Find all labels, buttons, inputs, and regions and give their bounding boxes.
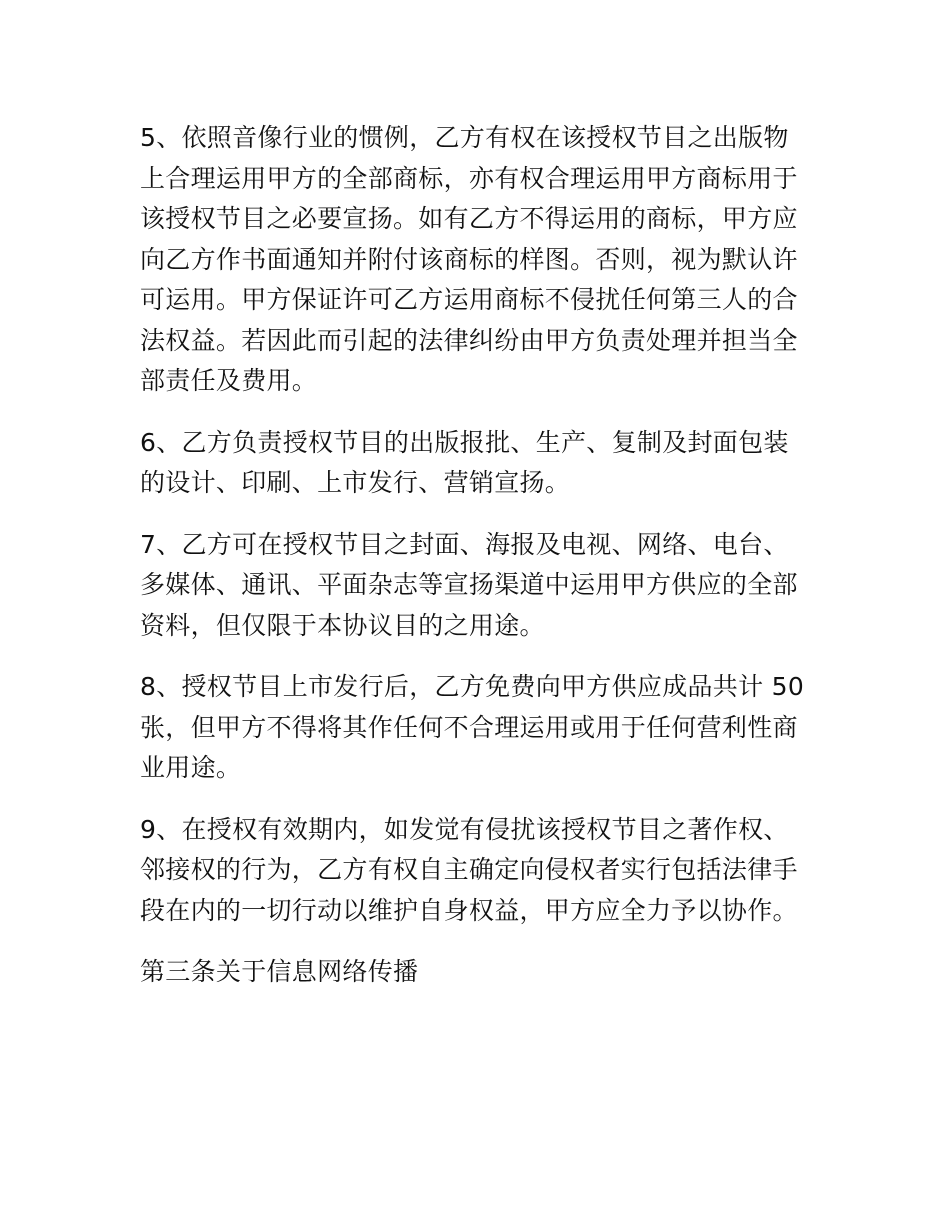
document-body xyxy=(140,118,812,1014)
clause-9-paragraph: 9、在授权有效期内，如发觉有侵扰该授权节目之著作权、邻接权的行为，乙方有权自主确定向侵权者实行包括法律手段在内的一切行动以维护自身权益，甲方应全力予以协作。 xyxy=(140,814,798,925)
clause-8-paragraph: 8、授权节目上市发行后，乙方免费向甲方供应成品共计 50 张，但甲方不得将其作任何不合理运用或用于任何营利性商业用途。 xyxy=(140,672,805,782)
clause-5-paragraph: 5、依照音像行业的惯例，乙方有权在该授权节目之出版物上合理运用甲方的全部商标，亦有权合理运用甲方商标用于该授权节目之必要宣扬。如有乙方不得运用的商标，甲方应向乙方作书面通知并附付该商标的样图。否则，视为默认许可运用。甲方保证许可乙方运用商标不侵扰任何第三人的合法权益。若因此而引起的法律纠纷由甲方负责处理并担当全部责任及费用。 xyxy=(140,123,798,395)
clause-7-paragraph: 7、乙方可在授权节目之封面、海报及电视、网络、电台、多媒体、通讯、平面杂志等宣扬渠道中运用甲方供应的全部资料，但仅限于本协议目的之用途。 xyxy=(140,529,798,640)
section-heading: 第三条关于信息网络传播 xyxy=(140,957,419,986)
clause-6-paragraph: 6、乙方负责授权节目的出版报批、生产、复制及封面包装的设计、印刷、上市发行、营销宣扬。 xyxy=(140,427,789,497)
